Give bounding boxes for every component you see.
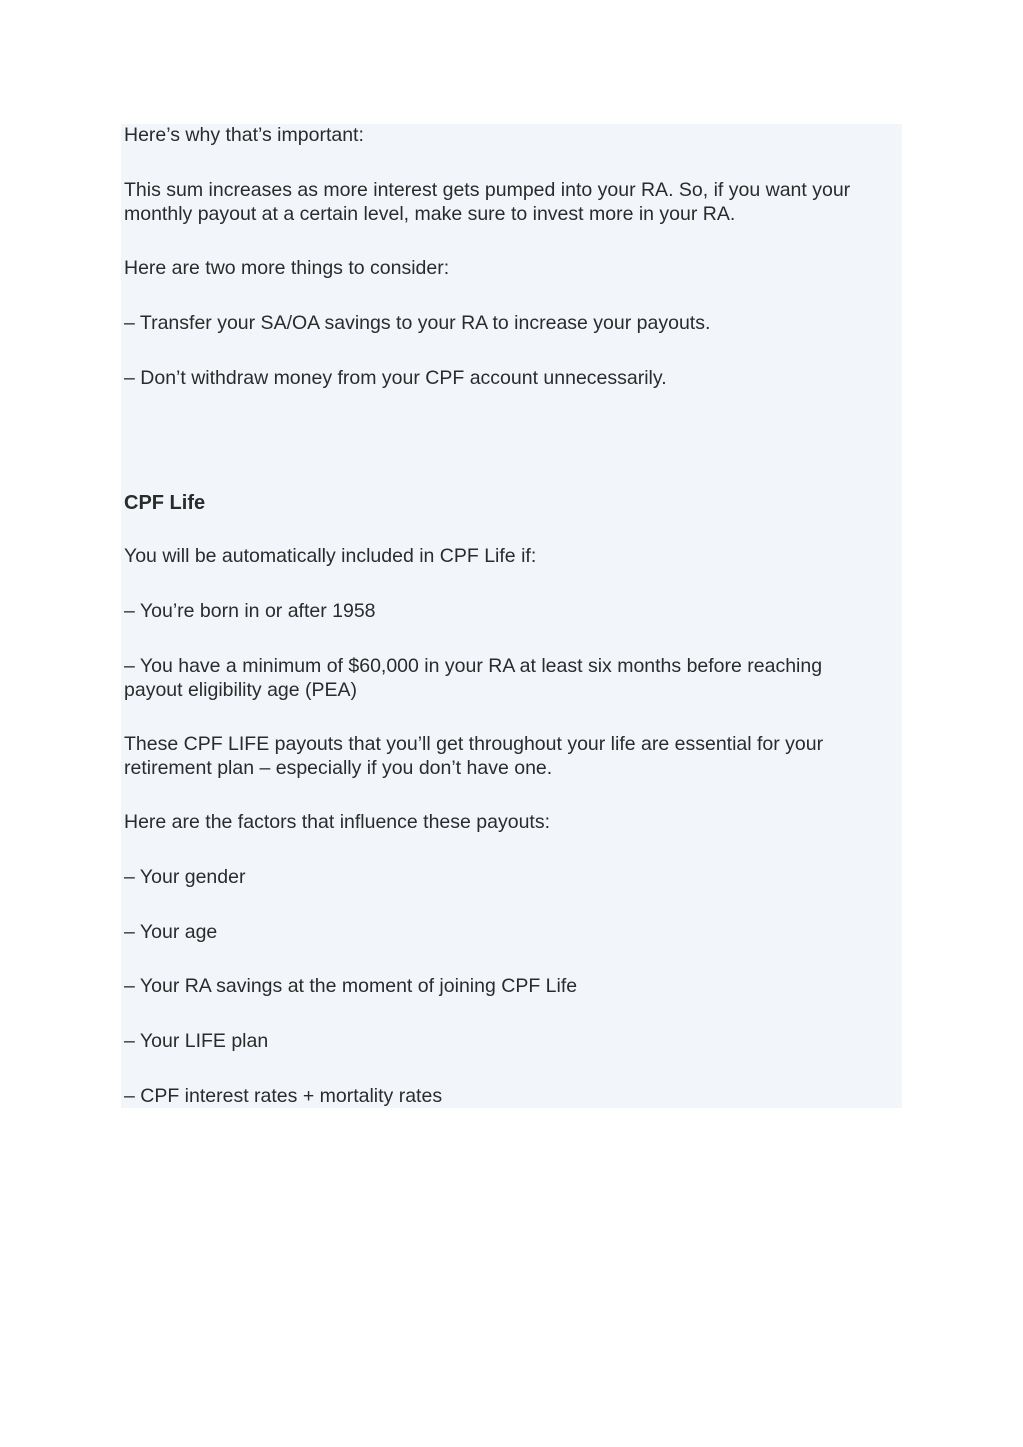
factors-lead: Here are the factors that influence these payouts:	[124, 811, 551, 833]
tip-item: – Don’t withdraw money from your CPF account unnecessarily.	[124, 367, 667, 389]
factor-item: – Your RA savings at the moment of joining CPF Life	[124, 975, 578, 997]
factor-item: – Your age	[124, 921, 218, 943]
paragraph-line-1: This sum increases as more interest gets pumped into your RA. So, if you want your	[124, 179, 851, 201]
condition-item: – You have a minimum of $60,000 in your RA at least six months before reaching	[124, 655, 823, 677]
section-heading: CPF Life	[124, 492, 206, 514]
factor-item: – Your gender	[124, 866, 246, 888]
paragraph-line-2: monthly payout at a certain level, make sure to invest more in your RA.	[124, 203, 736, 225]
inclusion-lead: You will be automatically included in CPF Life if:	[124, 545, 537, 567]
consider-lead: Here are two more things to consider:	[124, 257, 450, 279]
intro-lead: Here’s why that’s important:	[124, 124, 364, 146]
factor-item: – CPF interest rates + mortality rates	[124, 1085, 443, 1107]
condition-item: – You’re born in or after 1958	[124, 600, 376, 622]
payouts-line-1: These CPF LIFE payouts that you’ll get throughout your life are essential for your	[124, 733, 824, 755]
factor-item: – Your LIFE plan	[124, 1030, 269, 1052]
condition-item-continued: payout eligibility age (PEA)	[124, 679, 358, 701]
payouts-line-2: retirement plan – especially if you don’t have one.	[124, 757, 553, 779]
tip-item: – Transfer your SA/OA savings to your RA to increase your payouts.	[124, 312, 711, 334]
